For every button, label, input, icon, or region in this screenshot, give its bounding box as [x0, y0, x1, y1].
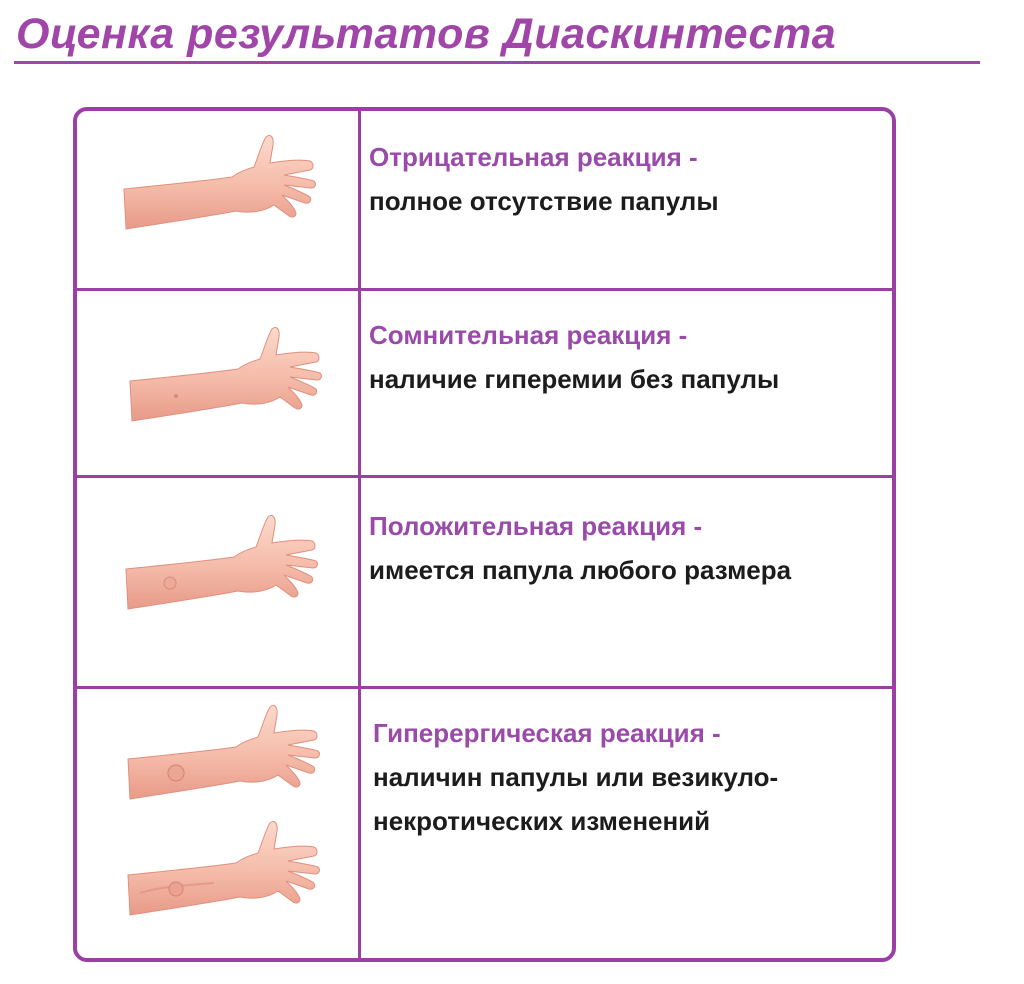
results-table [73, 107, 896, 962]
reaction-description: полное отсутствие папулы [369, 186, 719, 216]
row-divider [77, 475, 892, 478]
reaction-row-doubtful [369, 313, 882, 401]
reaction-heading: Положительная реакция - [369, 511, 703, 541]
reaction-heading: Отрицательная реакция - [369, 142, 698, 172]
reaction-description: наличие гиперемии без папулы [369, 364, 780, 394]
reaction-row-positive [369, 504, 882, 592]
row-divider [77, 288, 892, 291]
title-underline [14, 61, 980, 64]
arm-papule-icon [119, 511, 329, 621]
hyperemia-dot [174, 394, 178, 398]
papule-dot [164, 577, 176, 589]
arm-large-papule-icon [121, 701, 331, 811]
large-papule-dot [168, 765, 184, 781]
reaction-description: наличин папулы или везикуло-некротических изменений [373, 762, 779, 836]
arm-hyperemia-icon [123, 323, 333, 433]
page-title: Оценка результатов Диаскинтеста [16, 10, 837, 58]
reaction-description: имеется папула любого размера [369, 555, 792, 585]
column-divider [358, 111, 361, 958]
vesicle-dot [169, 882, 183, 896]
reaction-heading: Гиперергическая реакция - [373, 718, 721, 748]
reaction-row-hyperergic [373, 711, 882, 843]
arm-vesicle-icon [121, 817, 331, 927]
reaction-heading: Сомнительная реакция - [369, 320, 688, 350]
reaction-row-negative [369, 135, 882, 223]
row-divider [77, 686, 892, 689]
arm-no-papule-icon [117, 131, 327, 241]
